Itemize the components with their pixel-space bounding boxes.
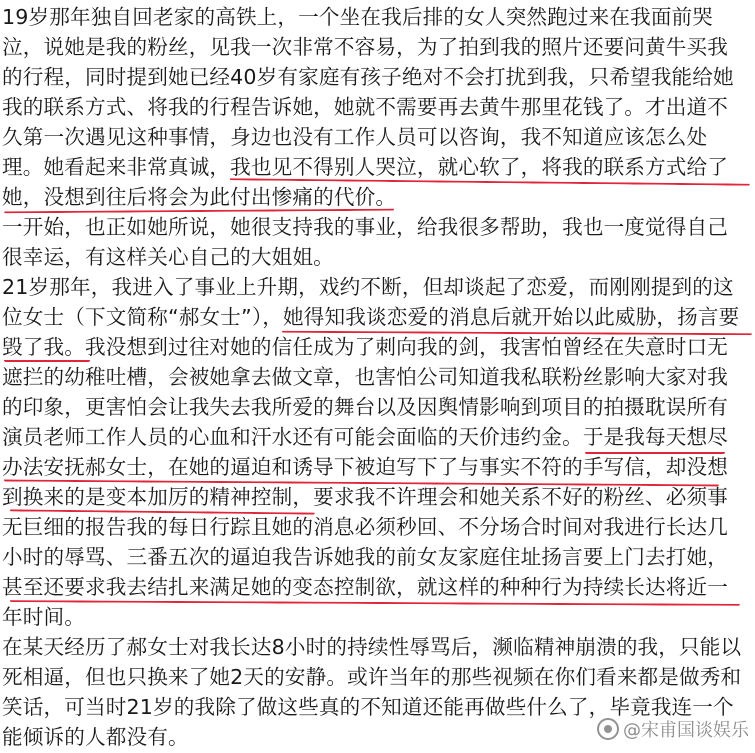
- text-line: 在某天经历了郝女士对我长达8小时的持续性辱骂后，濒临精神崩溃的我，只能以: [2, 635, 742, 659]
- watermark-text: @宋甫国谈娱乐: [623, 720, 749, 741]
- text-line: 的行程，同时提到她已经40岁有家庭有孩子绝对不会打扰到我，只希望我能给她: [2, 65, 734, 89]
- text-line: 一开始，也正如她所说，她很支持我的事业，给我很多帮助，我也一度觉得自己: [2, 215, 729, 239]
- text-line: 21岁那年，我进入了事业上升期，戏约不断，但却谈起了恋爱，而刚刚提到的这: [2, 275, 734, 299]
- text-line: 笑话，可当时21岁的我除了做这些真的不知道还能再做些什么了，毕竟我连一个: [2, 695, 734, 719]
- text-line: 久第一次遇见这种事情，身边也没有工作人员可以咨询，我不知道应该怎么处: [2, 125, 708, 149]
- text-line: 死相逼，但也只换来了她2天的安静。或许当年的那些视频在你们看来都是做秀和: [2, 665, 742, 689]
- text-line: 演员老师工作人员的心血和汗水还有可能会面临的天价违约金。于是我每天想尽: [2, 425, 729, 449]
- text-line: 她，没想到往后将会为此付出惨痛的代价。: [2, 185, 397, 209]
- text-line: 无巨细的报告我的每日行踪且她的消息必须秒回、不分场合时间对我进行长达几: [2, 515, 729, 539]
- text-line: 能倾诉的人都没有。: [2, 725, 189, 749]
- text-line: 遮拦的幼稚吐槽，会被她拿去做文章，也害怕公司知道我私联粉丝影响大家对我: [2, 365, 729, 389]
- text-line: 很幸运，有这样关心自己的大姐姐。: [2, 245, 334, 269]
- text-line: 小时的辱骂、三番五次的逼迫我告诉她我的前女友家庭住址扬言要上门去打她，: [2, 545, 729, 569]
- text-line: 办法安抚郝女士，在她的逼迫和诱导下被迫写下了与事实不符的手写信，却没想: [2, 455, 729, 479]
- text-line: 的印象，更害怕会让我失去我所爱的舞台以及因舆情影响到项目的拍摄耽误所有: [2, 395, 729, 419]
- text-line: 到换来的是变本加厉的精神控制，要求我不许理会和她关系不好的粉丝、必须事: [2, 485, 729, 509]
- text-line: 我的联系方式、将我的行程告诉她，她就不需要再去黄牛那里花钱了。才出道不: [2, 95, 729, 119]
- text-line: 理。她看起来非常真诚，我也见不得别人哭泣，就心软了，将我的联系方式给了: [2, 155, 729, 179]
- text-line: 毁了我。我没想到过往对她的信任成为了刺向我的剑，我害怕曾经在失意时口无: [2, 335, 729, 359]
- text-line: 泣，说她是我的粉丝，见我一次非常不容易，为了拍到我的照片还要问黄牛买我: [2, 35, 729, 59]
- text-line: 年时间。: [2, 605, 85, 629]
- text-line: 甚至还要求我去结扎来满足她的变态控制欲，就这样的种种行为持续长达将近一: [2, 575, 729, 599]
- watermark-logo-icon: [597, 718, 619, 740]
- text-line: 位女士（下文简称“郝女士”），她得知我谈恋爱的消息后就开始以此威胁，扬言要: [2, 305, 740, 329]
- text-line: 19岁那年独自回老家的高铁上，一个坐在我后排的女人突然跑过来在我面前哭: [2, 5, 714, 29]
- watermark: [597, 712, 749, 746]
